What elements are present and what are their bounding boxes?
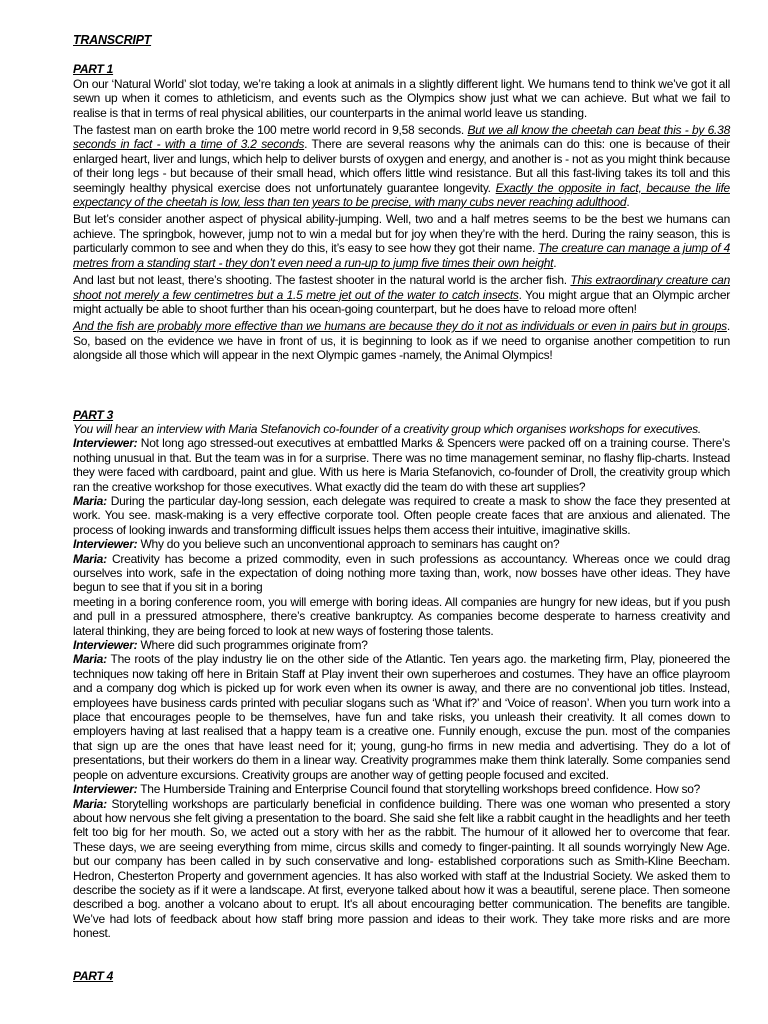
part-1-section [73,62,730,362]
document-title: TRANSCRIPT [73,33,152,47]
dialogue-line [73,652,730,782]
dialogue-line [73,552,730,595]
dialogue-line [73,797,730,941]
dialogue-text: meeting in a boring conference room, you will emerge with boring ideas. All companies are hungry for new ideas, but if you push and pull in a pressured atmosphere, there’s creative bankruptcy. As companies become desperate to harness creativity and lateral thinking, they are being forced to look at new ways of fostering those talents. [73,594,730,638]
speaker-label: Maria: [73,796,107,811]
dialogue-line [73,494,730,537]
speaker-label: Interviewer: [73,638,138,653]
part-3-heading: PART 3 [73,407,114,422]
part-1-paragraph [73,77,730,120]
paragraph-text: . There are several reasons why the animals can do this: one is because of their enlarged heart, liver and lungs, which help to deliver bursts of oxygen and energy, and another is - not as you might think because of their long legs - but because of their small head, which offers little wind resistance. But all this fast-living takes its toll and this seemingly healthy physical exercise does not unfortunately guarantee longevity. [73,137,730,195]
underlined-answer: But we all know the cheetah can beat this - by 6.38 seconds in fact - with a time of 3.2 seconds [73,123,730,152]
dialogue-text: Storytelling workshops are particularly beneficial in confidence building. There was one woman who presented a story about how nervous she felt giving a presentation to the board. She said she felt like a rabbit caught in the headlights and her teeth felt too big for her mouth. So, we acted out a story with her as the rabbit. The humour of it allowed her to overcome that fear. These days, we are seeing everything from mime, circus skills and comedy to finger-painting. It all sounds worryingly New Age. but our company has been called in by such conservative and long- established corporations such as Smith-Kline Beecham. Hedron, Chesterton Property and government agencies. It has also worked with staff at the Industrial Society. We asked them to describe the society as if it were a landscape. At first, everyone talked about how it was a beautiful, serene place. Then someone described a bog. another a volcano about to erupt. It's all about encouraging better communication. The benefits are tangible. We’ve had lots of feedback about how staff bring more passion and ideas to their work. They take more risks and are more honest. [73,796,730,941]
dialogue-line [73,638,730,652]
part-1-paragraph [73,212,730,270]
paragraph-text: . You might argue that an Olympic archer might actually be able to shoot further than his ocean-going counterpart, but he does have to reload more often! [73,287,730,316]
speaker-label: Interviewer: [73,782,138,797]
paragraph-text: . [553,255,557,270]
dialogue-text: The roots of the play industry lie on the other side of the Atlantic. Ten years ago. the marketing firm, Play, pioneered the techniques now taking off here in Britain Staff at Play invent their own superheroes and costumes. They have an office playroom and a company dog which is picked up for work even when its owner is away, and there are no conventional job titles. Instead, employees have business cards printed with peculiar slogans such as ‘What if?’ and ‘Voice of reason’. When you turn work into a place that encourages people to be themselves, have fun and take risks, you unleash their creativity. It all comes down to employers having at last realised that a happy team is a creative one. Funnily enough, excuse the pun. most of the companies that sign up are the ones that have least need for it; young, gung-ho firms in new media and advertising. They do a lot of presentations, but their workers do them in a linear way. Creativity programmes make them think laterally. Some companies send people on adventure excursions. Creativity groups are another way of getting people focused and excited. [73,652,730,782]
part-1-body [73,77,730,363]
underlined-answer: And the fish are probably more effective than we humans are because they do it not as individuals or even in pairs but in groups [73,319,727,334]
dialogue-text: The Humberside Training and Enterprise Council found that storytelling workshops breed confidence. How so? [137,782,701,797]
speaker-label: Maria: [73,493,107,508]
dialogue-line [73,537,730,551]
part-1-paragraph [73,123,730,209]
part-4-section [73,969,730,983]
part-3-intro: You will hear an interview with Maria Stefanovich co-founder of a creativity group which organises workshops for executives. [73,421,701,436]
part-3-dialogue [73,436,730,940]
part-1-heading: PART 1 [73,62,114,77]
dialogue-line [73,595,730,638]
paragraph-text: But let’s consider another aspect of physical ability-jumping. Well, two and a half metres seems to be the best we humans can achieve. The springbok, however, jump not to win a medal but for joy when they’re with the herd. During the rainy season, this is particularly common to see and when they do this, it’s easy to see how they got their name. [73,212,730,256]
speaker-label: Interviewer: [73,436,138,451]
dialogue-text: Why do you believe such an unconventional approach to seminars has caught on? [137,537,560,552]
underlined-answer: This extraordinary creature can shoot not merely a few centimetres but a 1.5 metre jet out of the water to catch insects [73,273,731,302]
paragraph-text: On our ‘Natural World’ slot today, we’re taking a look at animals in a slightly different light. We humans tend to think we’ve got it all sewn up when it comes to athleticism, and events such as the Olympics show just what we can achieve. But what we fail to realise is that in terms of real physical abilities, our counterparts in the animal world leave us standing. [73,76,730,120]
underlined-answer: The creature can manage a jump of 4 metres from a standing start - they don’t even need a run-up to jump five times their own height [73,241,730,270]
underlined-answer: Exactly the opposite in fact, because the life expectancy of the cheetah is low, less than ten years to be precise, with many cubs never reaching adulthood [73,180,730,210]
paragraph-text: . So, based on the evidence we have in front of us, it is beginning to look as if we need to organise another competition to run alongside all those which will appear in the next Olympic games -namely, the Animal Olympics! [73,319,730,363]
speaker-label: Maria: [73,551,107,566]
speaker-label: Interviewer: [73,537,138,552]
part-1-paragraph [73,273,730,316]
speaker-label: Maria: [73,652,107,667]
part-1-paragraph [73,319,730,362]
part-4-heading: PART 4 [73,968,114,983]
part-3-section [73,408,730,941]
dialogue-text: During the particular day-long session, each delegate was required to create a mask to show the face they presented at work. You see. mask-making is a very effective corporate tool. Often people create faces that are anxious and alienated. The process of looking inwards and transforming difficult issues helps them access their intuitive, imaginative skills. [73,493,730,537]
dialogue-line [73,782,730,796]
dialogue-text: Creativity has become a prized commodity, even in such professions as accountancy. Whereas once we could drag ourselves into work, safe in the expectation of doing nothing more taxing than, work, now bosses have other ideas. They have begun to see that if you sit in a boring [73,551,730,595]
dialogue-line [73,436,730,494]
dialogue-text: Not long ago stressed-out executives at embattled Marks & Spencers were packed off on a training course. There’s nothing unusual in that. But the team was in for a surprise. There was no time management seminar, no flashy flip-charts. Instead they were faced with cardboard, paint and glue. With us here is Maria Stefanovich, co-founder of Droll, the creativity group which ran the creative workshop for those executives. What exactly did the team do with these art supplies? [73,436,730,494]
dialogue-text: Where did such programmes originate from? [137,638,368,653]
paragraph-text: . [626,195,630,210]
paragraph-text: The fastest man on earth broke the 100 metre world record in 9,58 seconds. [73,123,468,138]
paragraph-text: And last but not least, there’s shooting. The fastest shooter in the natural world is the archer fish. [73,273,571,288]
transcript-page [73,33,730,983]
